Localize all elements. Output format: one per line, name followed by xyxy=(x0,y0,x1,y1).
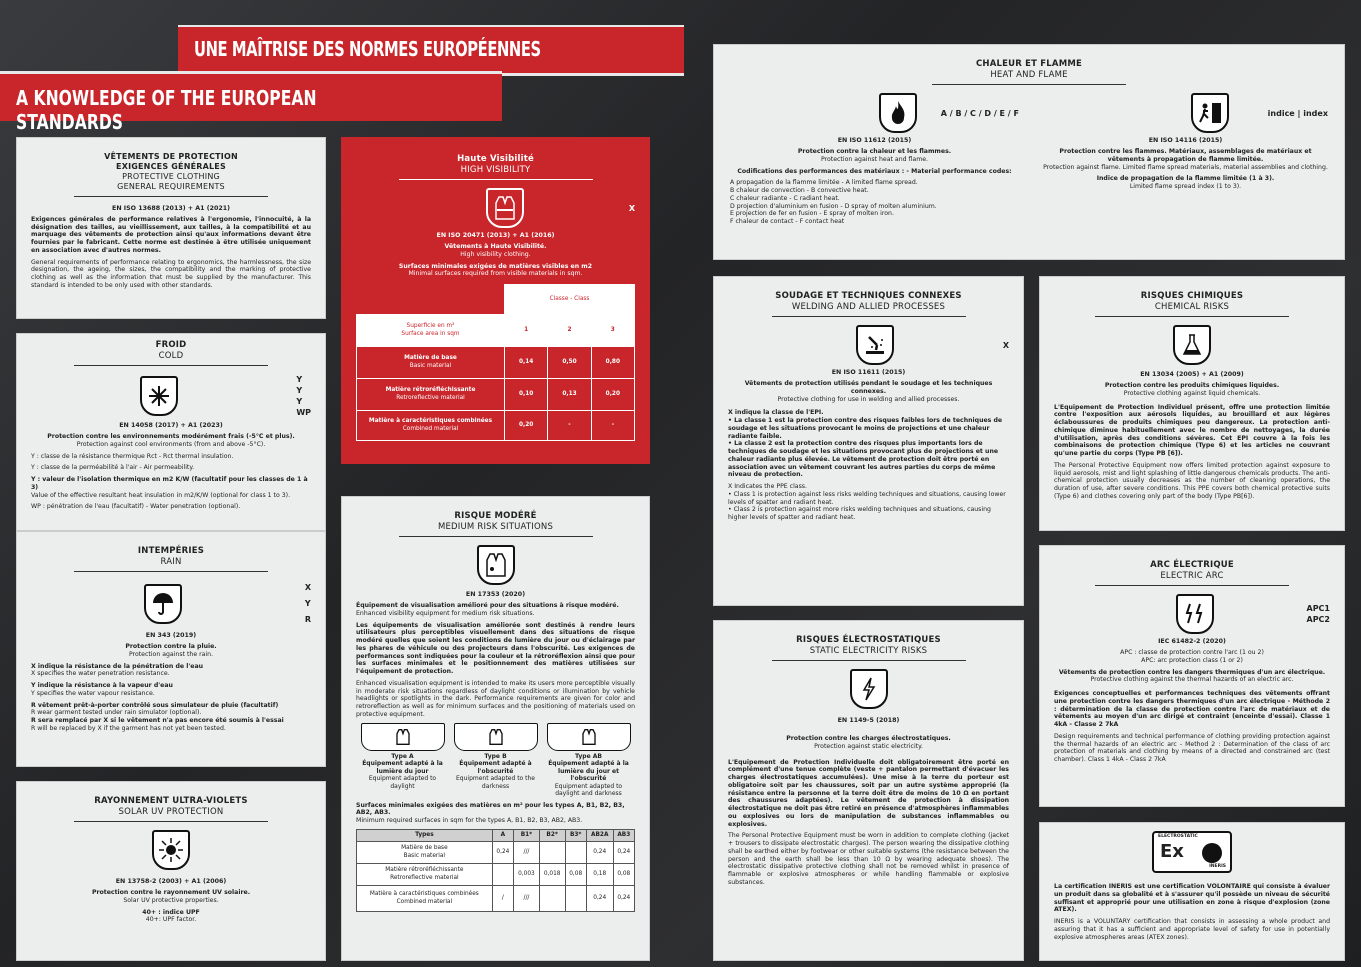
paragraph-fr: La certification INERIS est une certification VOLONTAIRE qui consiste à évaluer un produit dans sa globalité et à s'assurer qu'il possède un niveau de sécurité suffisant et approprié pour une utilisation en zone à risque d'explosion (zone ATEX). xyxy=(1054,883,1330,914)
panel-uv xyxy=(16,781,326,961)
panel-title: ARC ÉLECTRIQUE xyxy=(1150,560,1234,570)
table-cell: 0,20 xyxy=(591,379,634,411)
level-label: Y xyxy=(304,599,311,609)
vest-moon-icon xyxy=(454,723,538,751)
panel-subtitle: COLD xyxy=(158,350,184,361)
electric-arc-icon xyxy=(1176,594,1214,634)
table-cell: /// xyxy=(514,842,540,864)
code-line: X specifies the water penetration resistance. xyxy=(31,670,170,678)
description-fr: Exigences générales de performance relatives à l'ergonomie, l'innocuité, à la désignation des tailles, au vieillissement, aux tailles, à la compatibilité et au marquage des vêtements de protection ainsi qu'aux informations devant être fournies par le fabricant. Cette norme est destinée à être utilisée uniquement en association avec d'autres normes. xyxy=(31,215,311,254)
standard-code: EN 14058 (2017) + A1 (2023) xyxy=(119,422,223,430)
description-fr: Protection contre les flammes. Matériaux, assemblages de matériaux et vêtements à propagation de flamme limitée. xyxy=(1059,148,1312,163)
vest-sun-moon-icon xyxy=(547,723,631,751)
umbrella-icon xyxy=(144,584,182,624)
row-label: Matière rétroréfléchissante xyxy=(385,867,464,874)
surfaces-fr: Surfaces minimales exigées des matières en m² pour les types A, B1, B2, B3, AB2, AB3. xyxy=(356,801,625,817)
table-cell: 0,50 xyxy=(548,347,591,379)
description-en: General requirements of performance relating to ergonomics, the harmlessness, the size designation, the ageing, the sizes, the compatibility and the marking of protective clothing as well as the information that must be supplied by the manufacturer. This standard is intended to be only used with other standards. xyxy=(31,258,311,289)
code-line: Value of the effective resultant heat insulation in m2/K/W (optional for class 1 to 3). xyxy=(31,491,291,499)
table-cell: - xyxy=(548,411,591,441)
table-cell: 1 xyxy=(505,315,548,347)
table-cell: 0,08 xyxy=(565,864,586,886)
row-label: Combined material xyxy=(396,898,453,905)
level-label: WP xyxy=(296,408,311,418)
table-cell: /// xyxy=(514,886,540,912)
standard-code: EN 13034 (2005) + A1 (2009) xyxy=(1140,371,1244,379)
table-header: Surface area in sqm xyxy=(401,330,460,337)
panel-subtitle: CHEMICAL RISKS xyxy=(1154,301,1230,312)
table-cell: 0,20 xyxy=(505,411,548,441)
table-header: B3* xyxy=(565,829,586,841)
table-cell: 3 xyxy=(591,315,634,347)
table-cell: 0,13 xyxy=(548,379,591,411)
standard-code: EN ISO 13688 (2013) + A1 (2021) xyxy=(112,205,230,212)
panel-subtitle: ELECTRIC ARC xyxy=(1160,570,1224,581)
description-fr: Vêtements de protection utilisés pendant le soudage et les techniques connexes. xyxy=(744,380,993,395)
divider xyxy=(772,316,966,317)
standard-code: EN ISO 11612 (2015) xyxy=(837,137,912,145)
type-fr: Équipement adapté à la lumière du jour et l'obscurité xyxy=(548,760,629,783)
panel-atex xyxy=(1039,822,1345,961)
banner-french-text: UNE MAÎTRISE DES NORMES EUROPÉENNES xyxy=(194,37,541,61)
table-cell: 0,018 xyxy=(539,864,565,886)
banner-french xyxy=(178,25,684,76)
divider xyxy=(74,196,268,197)
row-label: Retroreflective material xyxy=(390,874,459,881)
table-cell xyxy=(539,842,565,864)
panel-subtitle: HIGH VISIBILITY xyxy=(460,164,531,175)
snowflake-icon xyxy=(140,376,178,416)
table-cell: / xyxy=(492,886,513,912)
description-en: Enhanced visibility equipment for medium risk situations. xyxy=(356,609,535,617)
row-label: Matière de base xyxy=(401,845,448,852)
code-line: C chaleur radiante - C radiant heat. xyxy=(730,194,840,202)
table-header: AB3 xyxy=(613,829,634,841)
panel-subtitle: WELDING AND ALLIED PROCESSES xyxy=(791,301,946,312)
standard-code: EN 343 (2019) xyxy=(145,632,197,640)
atex-logo xyxy=(1152,831,1232,873)
panel-subtitle: GENERAL REQUIREMENTS xyxy=(117,182,225,191)
paragraph-fr: L'Equipement de Protection Individuel présent, offre une protection limitée contre l'exposition aux aérosols liquides, au brouillard et aux légères éclaboussures de produits chimiques peu dangereux. La protection anti-chimique diminue habituellement avec le nombre de nettoyages, la durée d'utilisation, après des conditions sévères. Cet EPI couvre à la fois les combinaisons de protection chimique (Type 6) et les articles ne couvrant qu'une partie du corps (Type PB [6]). xyxy=(1054,403,1330,458)
description-fr: Protection contre le rayonnement UV solaire. xyxy=(91,889,251,897)
code-line: A propagation de la flamme limitée - A limited flame spread. xyxy=(730,179,918,187)
class-line: • Class 2 is protection against more risks welding techniques and situations, causing higher levels of spatter and radiant heat. xyxy=(728,506,991,522)
level-label: Y xyxy=(296,386,303,396)
paragraph-en: Design requirements and technical performance of clothing providing protection against the thermal hazards of an electric arc - Method 2 : Determination of the class of arc protection of materials and clothing by means of a directed and constrained arc (test chamber). Class 1 4kA - Class 2 7kA xyxy=(1054,732,1330,764)
high-visibility-vest-icon xyxy=(486,188,524,228)
description-fr: Protection contre la pluie. xyxy=(125,643,217,651)
panel-rain xyxy=(16,531,326,767)
divider xyxy=(932,84,1126,85)
table-header: Types xyxy=(357,829,493,841)
level-label: X xyxy=(1002,340,1009,350)
standard-code: EN ISO 11611 (2015) xyxy=(831,369,906,377)
logo-text: Ex xyxy=(1160,841,1184,862)
type-fr: Équipement adapté à la lumière du jour xyxy=(362,760,443,775)
panel-chemical xyxy=(1039,276,1345,531)
description-en: Protective clothing against the thermal hazards of an electric arc. xyxy=(1090,676,1294,684)
panel-subtitle: PROTECTIVE CLOTHING xyxy=(122,172,220,181)
code-line: Y : valeur de l'isolation thermique en m2 K/W (facultatif pour les classes de 1 à 3) xyxy=(31,476,308,491)
type-en: Equipment adapted to daylight and darkness xyxy=(554,782,623,798)
level-label: APC1 xyxy=(1306,604,1330,614)
row-label: Combined material xyxy=(402,425,459,432)
panel-title: RISQUE MODÉRÉ xyxy=(454,511,537,521)
panel-welding xyxy=(713,276,1024,606)
sun-uv-icon xyxy=(152,830,190,870)
paragraph-en: Enhanced visualisation equipment is intended to make its users more perceptible visually in moderate risk situations regardless of daylight conditions or illumination by vehicle headlights or spotlights in the dark. Performance requirements are given for color and retroreflection as well as for minimum surfaces and the positioning of materials used on protective equipment. xyxy=(356,679,635,718)
table-cell: 0,80 xyxy=(591,347,634,379)
level-label: APC2 xyxy=(1306,615,1330,625)
code-line: F chaleur de contact - F contact heat xyxy=(730,218,845,226)
description-fr: Vêtements à Haute Visibilité. xyxy=(444,243,547,251)
table-header: B2* xyxy=(539,829,565,841)
divider xyxy=(399,179,593,180)
panel-subtitle: RAIN xyxy=(160,556,182,567)
vest-sun-moon-icon xyxy=(477,545,515,585)
codes-title: Codifications des performances des matériaux : - Material performance codes: xyxy=(737,167,1012,175)
paragraph-en: INERIS is a VOLUNTARY certification that consists in assessing a whole product and assuring that it has a sufficient and appropriate level of safety for use in potentially explosive atmospheres areas (ATEX zones). xyxy=(1054,918,1330,941)
table-cell: 0,24 xyxy=(586,886,613,912)
logo-text: ELECTROSTATIC xyxy=(1158,834,1198,839)
table-cell xyxy=(492,864,513,886)
description-en: Protection against cool environments (from and above -5°C). xyxy=(76,440,266,448)
welding-icon xyxy=(856,325,894,365)
standard-code: EN 13758-2 (2003) + A1 (2006) xyxy=(115,878,227,886)
code-line: R sera remplacé par X si le vêtement n'a pas encore été soumis à l'essai xyxy=(31,717,284,725)
class-line: • La classe 1 est la protection contre des risques faibles lors de techniques de soudage et les situations provocant le moins de projections et une chaleur radiante faible. xyxy=(728,417,1003,440)
divider xyxy=(1095,316,1289,317)
panel-general-requirements xyxy=(16,137,326,319)
panel-title: RISQUES ÉLECTROSTATIQUES xyxy=(796,635,941,645)
surfaces-en: Minimum required surfaces in sqm for the types A, B1, B2, B3, AB2, AB3. xyxy=(356,817,583,825)
panel-subtitle: MEDIUM RISK SITUATIONS xyxy=(437,521,554,532)
paragraph-fr: Exigences conceptuelles et performances techniques des vêtements offrant une protection contre les dangers thermiques d'un arc électrique - Méthode 2 : détermination de la classe de protection contre l'arc de matériaux et de vêtements au moyen d'un arc dirigé et contraint (enceinte d'essai). Classe 1 4kA - Classe 2 7kA xyxy=(1054,690,1330,729)
code-line: Y : classe de la résistance thermique Rct - Rct thermal insulation. xyxy=(31,452,234,460)
row-label: Basic material xyxy=(403,852,446,859)
level-label: Y xyxy=(296,375,303,385)
medium-risk-table xyxy=(356,829,635,912)
panel-high-visibility xyxy=(341,137,650,464)
high-visibility-table xyxy=(356,284,635,441)
code-line: 40+: UPF factor. xyxy=(145,916,197,924)
panel-electric-arc xyxy=(1039,545,1345,807)
row-label: Matière à caractéristiques combinées xyxy=(369,891,479,898)
table-cell xyxy=(565,842,586,864)
table-header: Superficie en m² xyxy=(406,323,455,330)
explosion-icon xyxy=(1202,843,1222,863)
description-fr: Équipement de visualisation amélioré pour des situations à risque modéré. xyxy=(356,602,619,610)
surfaces-en: Minimal surfaces required from visible materials in sqm. xyxy=(408,270,583,278)
description-fr: Protection contre la chaleur et les flammes. xyxy=(797,148,952,156)
divider xyxy=(1095,585,1289,586)
table-cell: 0,24 xyxy=(613,842,634,864)
panel-title: FROID xyxy=(155,340,187,350)
panel-title: SOUDAGE ET TECHNIQUES CONNEXES xyxy=(775,291,962,301)
description-fr: Protection contre les charges électrostatiques. xyxy=(786,735,951,743)
row-label: Matière rétroréfléchissante xyxy=(385,387,476,394)
table-row xyxy=(357,842,635,864)
code-line: B chaleur de convection - B convective heat. xyxy=(730,187,869,195)
index-fr: Indice de propagation de la flamme limitée (1 à 3). xyxy=(1096,175,1275,183)
divider xyxy=(74,571,268,572)
panel-title: CHALEUR ET FLAMME xyxy=(975,59,1083,69)
row-label: Basic material xyxy=(409,362,452,369)
table-header: A xyxy=(492,829,513,841)
type-en: Equipment adapted to daylight xyxy=(368,775,437,790)
panel-title: Haute Visibilité xyxy=(457,154,534,164)
code-line: X indique la résistance de la pénétration de l'eau xyxy=(31,662,204,670)
description-fr: Protection contre les environnements modérément frais (-5°C et plus). xyxy=(47,433,295,441)
panel-cold xyxy=(16,333,326,531)
table-cell: 0,24 xyxy=(492,842,513,864)
panel-medium-risk xyxy=(341,496,650,961)
code-line: WP : pénétration de l'eau (facultatif) - Water penetration (optional). xyxy=(31,503,241,511)
class-line: X Indicates the PPE class. xyxy=(728,483,808,491)
description-en: High visibility clothing. xyxy=(460,250,531,258)
table-header: Classe - Class xyxy=(505,285,635,315)
table-header: B1* xyxy=(514,829,540,841)
divider xyxy=(74,365,268,366)
panel-title: VÊTEMENTS DE PROTECTION xyxy=(104,152,238,161)
type-name: Type B xyxy=(484,752,507,760)
description-en: Protection against the rain. xyxy=(128,650,214,658)
description-en: Protective clothing for use in welding and allied processes. xyxy=(777,395,960,403)
panel-subtitle: SOLAR UV PROTECTION xyxy=(118,806,224,817)
table-cell: 0,24 xyxy=(613,886,634,912)
divider xyxy=(399,536,593,537)
description-en: Protection against heat and flame. xyxy=(820,155,929,163)
type-fr: Équipement adapté à l'obscurité xyxy=(459,760,532,775)
table-cell: - xyxy=(591,411,634,441)
table-header: AB2A xyxy=(586,829,613,841)
table-cell: 0,10 xyxy=(505,379,548,411)
chemical-flask-icon xyxy=(1173,325,1211,365)
table-row xyxy=(357,411,635,441)
flame-icon xyxy=(879,93,917,133)
code-line: R wear garment tested under rain simulator (optional). xyxy=(31,709,202,717)
type-a xyxy=(361,723,445,798)
table-cell: 0,003 xyxy=(514,864,540,886)
panel-subtitle: HEAT AND FLAME xyxy=(990,69,1068,80)
code-line: R vêtement prêt-à-porter contrôlé sous simulateur de pluie (facultatif) xyxy=(31,701,279,709)
standard-code: EN 17353 (2020) xyxy=(465,591,526,599)
type-name: Type A xyxy=(391,752,414,760)
panel-title: EXIGENCES GÉNÉRALES xyxy=(116,162,226,171)
paragraph-fr: Les équipements de visualisation améliorée sont destinés à rendre leurs utilisateurs plus perceptibles visuellement dans des situations de risque modéré quelles que soient les conditions de lumière du jour ou d'éclairage par les phares de véhicule ou des projecteurs dans l'obscurité. Les exigences de performances sont indiquées pour la couleur et la rétroréflexion ainsi que pour les surfaces minimales et le positionnement des matières utilisées sur l'équipement de protection. xyxy=(356,621,635,676)
table-row xyxy=(357,864,635,886)
panel-heat-flame xyxy=(713,44,1345,260)
table-cell: 2 xyxy=(548,315,591,347)
logo-text: INERIS xyxy=(1209,864,1226,870)
panel-title: INTEMPÉRIES xyxy=(137,546,205,556)
description-en: Protection against flame. Limited flame spread materials, material assemblies and clothing. xyxy=(1043,163,1328,171)
code-line: APC: arc protection class (1 or 2) xyxy=(1141,656,1243,664)
index-en: Limited flame spread index (1 to 3). xyxy=(1129,183,1242,191)
table-row xyxy=(357,886,635,912)
row-label: Retroreflective material xyxy=(396,394,465,401)
panel-subtitle: STATIC ELECTRICITY RISKS xyxy=(809,645,928,656)
level-label: X xyxy=(304,583,311,593)
table-cell xyxy=(565,886,586,912)
table-row xyxy=(357,379,635,411)
flame-spread-icon xyxy=(1191,93,1229,133)
description-fr: Vêtements de protection contre les dangers thermiques d'un arc électrique. xyxy=(1058,668,1326,676)
class-line: • La classe 2 est la protection contre des risques plus importants lors de techniques de soudage et les situations provocant plus de projections et une chaleur radiante plus élevée. Le vêtement de protection doit être porté en association avec un vêtement couvrant les autres parties du corps de même niveau de protection. xyxy=(728,440,999,479)
table-cell: 0,08 xyxy=(613,864,634,886)
code-line: D projection d'aluminium en fusion - D spray of molten aluminium. xyxy=(730,202,937,210)
level-label: X xyxy=(628,203,635,213)
paragraph-fr: L'Equipement de Protection Individuelle doit obligatoirement être porté en complément d'une tenue complète (veste + pantalon permettant d'évacuer les charges électrostatiques accumulées). Une mise à la terre du porteur est obligatoire soit par les chaussures, soit par un autre système approprié (la résistance entre la personne et la terre doit être de moins de 10 Ω en portant des chaussures adaptées). Le vêtement de protection à dissipation électrostatique ne doit pas être retiré en présence d'atmosphères inflammables ou explosives ou lors de manipulation de substances inflammables ou explosives. xyxy=(728,758,1009,828)
panel-title: RISQUES CHIMIQUES xyxy=(1140,291,1244,301)
surfaces-fr: Surfaces minimales exigées de matières visibles en m2 xyxy=(398,262,593,270)
code-line: Y : classe de la perméabilité à l'air - Air permeability. xyxy=(31,464,195,472)
row-label: Matière de base xyxy=(404,355,457,362)
class-line: X indique la classe de l'EPI. xyxy=(728,409,824,417)
code-line: Y specifies the water vapour resistance. xyxy=(31,689,155,697)
standard-code: IEC 61482-2 (2020) xyxy=(1158,638,1226,646)
flame-index: indice | index xyxy=(1267,108,1328,118)
heat-codes: A / B / C / D / E / F xyxy=(940,108,1019,118)
code-line: Y indique la résistance à la vapeur d'eau xyxy=(31,682,173,690)
description-en: Solar UV protective properties. xyxy=(123,896,219,904)
standard-code: EN 1149-5 (2018) xyxy=(837,717,900,725)
type-b xyxy=(454,723,538,798)
code-line: APC : classe de protection contre l'arc (1 ou 2) xyxy=(1120,649,1264,657)
banner-english xyxy=(0,71,502,134)
code-line: 40+ : indice UPF xyxy=(142,908,200,916)
table-row xyxy=(357,347,635,379)
type-en: Equipment adapted to the darkness xyxy=(456,775,535,790)
panel-static-electricity xyxy=(713,620,1024,961)
paragraph-en: The Personal Protective Equipment must be worn in addition to complete clothing (jacket + trousers to dissipate electrostatic charges). The person wearing the dissipative clothing shall be earthed either by footwear or other suitable systems (the resistance between the person and the earth shall be less than 10 Ω by wearing adequate shoes). The electrostatic dissipative protective clothing shall not be removed whilst in presence of flammable or explosive atmospheres or while handling flammable or explosive substances. xyxy=(728,832,1009,886)
divider xyxy=(74,821,268,822)
standard-code: EN ISO 14116 (2015) xyxy=(1148,137,1223,145)
code-line: E projection de fer en fusion - E spray of molten iron. xyxy=(730,210,894,218)
paragraph-en: The Personal Protective Equipment now offers limited protection against exposure to liquid aerosols, mist and light splashing of little dangerous chemicals products. The anti-chemical protection usually decreases as the number of cleaning operations, the duration of use, after severe conditions. This PPE covers both chemical protective suits (Type 6) and clothes covering only part of the body (Type PB[6]). xyxy=(1054,461,1330,500)
panel-title: RAYONNEMENT ULTRA-VIOLETS xyxy=(94,796,248,806)
level-label: R xyxy=(304,615,311,625)
divider xyxy=(772,660,966,661)
description-fr: Protection contre les produits chimiques liquides. xyxy=(1104,382,1280,390)
description-en: Protection against static electricity. xyxy=(814,742,923,750)
row-label: Matière à caractéristiques combinées xyxy=(368,418,493,425)
lightning-icon xyxy=(850,669,888,709)
level-label: Y xyxy=(296,397,303,407)
code-line: R will be replaced by X if the garment has not yet been tested. xyxy=(31,724,226,732)
type-ab xyxy=(547,723,631,798)
banner-english-text: A KNOWLEDGE OF THE EUROPEAN STANDARDS xyxy=(16,86,317,134)
description-en: Protective clothing against liquid chemicals. xyxy=(1123,389,1261,397)
class-line: • Class 1 is protection against less risks welding techniques and situations, causing lower levels of spatter and radiant heat. xyxy=(728,490,1006,506)
table-cell: 0,24 xyxy=(586,842,613,864)
table-cell: 0,18 xyxy=(586,864,613,886)
vest-sun-icon xyxy=(361,723,445,751)
table-cell xyxy=(539,886,565,912)
standard-code: EN ISO 20471 (2013) + A1 (2016) xyxy=(436,232,555,240)
table-cell: 0,14 xyxy=(505,347,548,379)
type-name: Type AB xyxy=(575,752,602,760)
